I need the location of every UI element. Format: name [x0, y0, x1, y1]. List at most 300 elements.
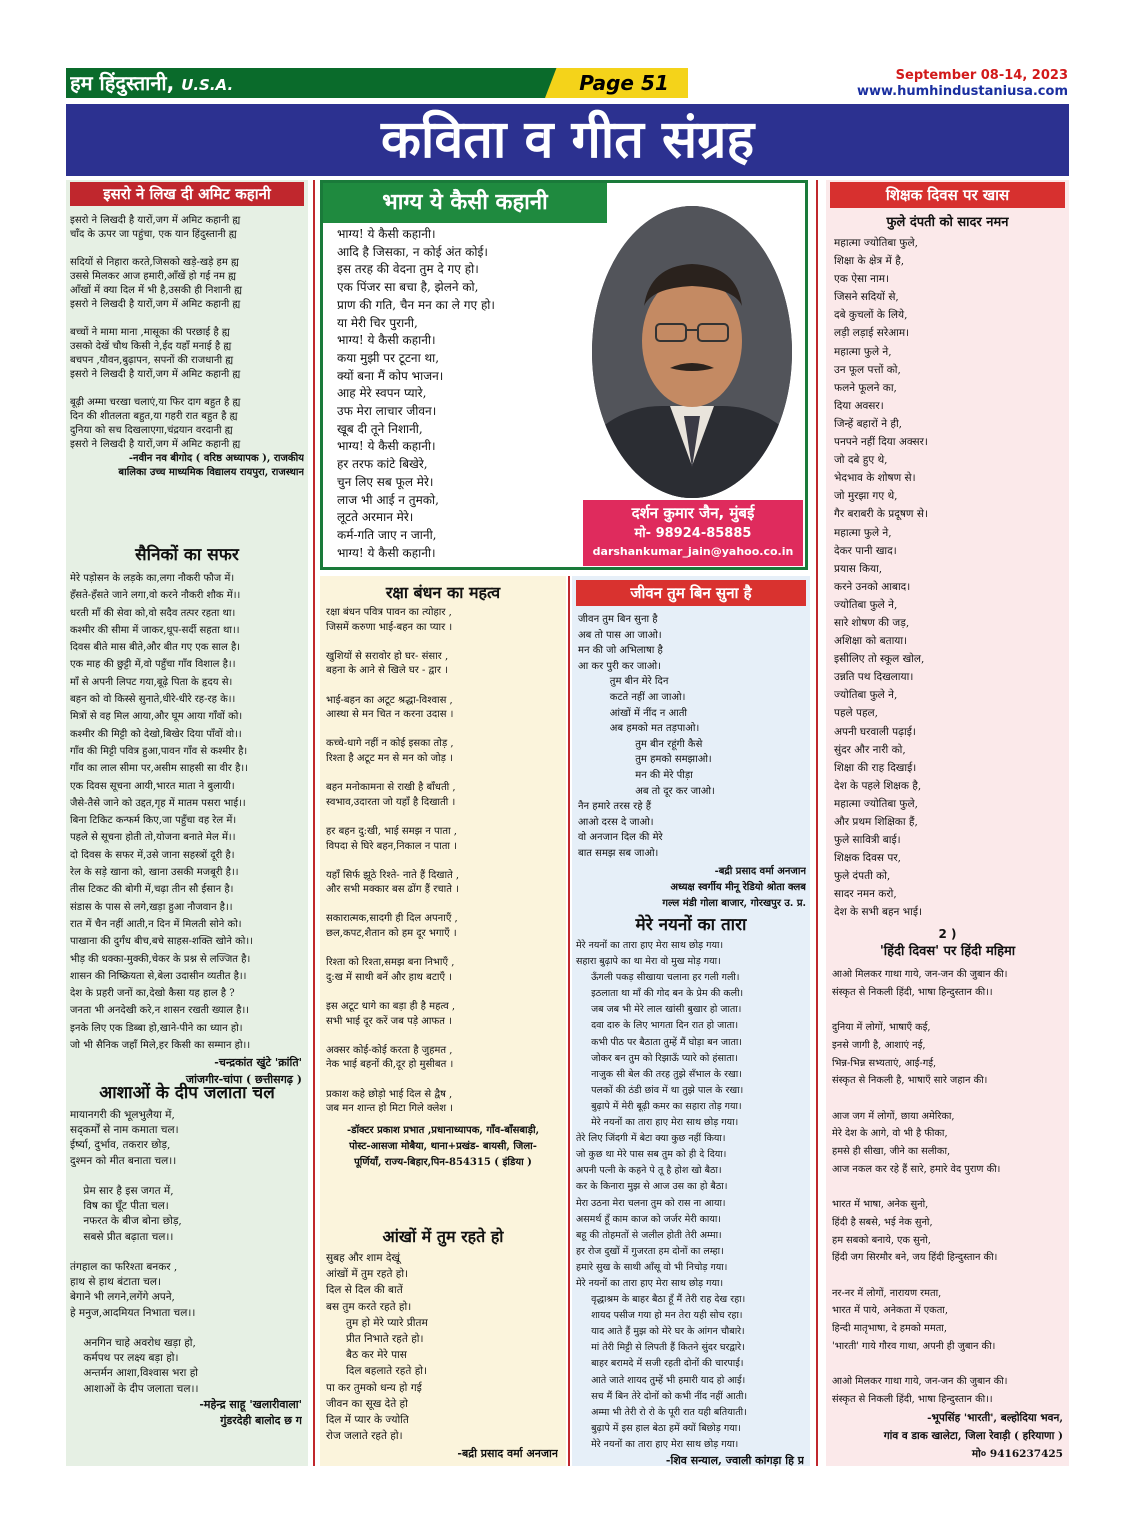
poem-line: और प्रथम शिक्षिका हैं,: [834, 816, 918, 828]
poem-line: मेरा उठना मेरा चलना तुम को रास ना आया।: [576, 1197, 726, 1209]
poem-line: इनके लिए एक डिब्बा हो,खाने-पीने का ध्यान हो।: [70, 1022, 243, 1034]
poem-line: शिक्षक दिवस पर,: [834, 852, 901, 865]
poem-credit: -डॉक्टर प्रकाश प्रभात ,प्रधानाध्यापक, गाँव-बाँसबाड़ी,: [346, 1124, 540, 1136]
poem-line: इसीलिए तो स्कूल खोल,: [834, 653, 925, 666]
poem-credit: -महेन्द्र साहू 'खलारीवाला': [199, 1397, 302, 1411]
aankhon-poem: [322, 1226, 564, 1462]
poem-line: बहू की तोहमतों से जलील होती तेरी अम्मा।: [576, 1229, 722, 1241]
poem-line: जैसे-तैसे जाने को उद्दत,गृह में मातम पसरा भाई।।: [70, 797, 246, 809]
poem-line: शिक्षा की राह दिखाई।: [834, 761, 917, 774]
poem-line: मां तेरी मिट्टी से लिपती हैं कितने सुंदर घरद्वारे।: [576, 1342, 745, 1354]
isro-lines: [66, 206, 308, 452]
poem-line: दिल बहलाते रहते हो।: [326, 1365, 427, 1378]
poem-line: अपनी घरवाली पढ़ाई।: [834, 725, 916, 738]
poem-line: अम्मा भी तेरी रो रो के पूरी रात यही बतियाती।: [576, 1406, 747, 1418]
poem-line: अब तो दूर कर जाओ।: [578, 785, 715, 797]
author-email[interactable]: darshankumar_jain@yahoo.co.in: [592, 545, 794, 558]
poem-line: इसरो ने लिखदी है यारों,जग में अमिट कहानी ह्य: [70, 215, 241, 226]
poem-line: तुम बीन रहूंगी कैसे: [578, 738, 703, 750]
jeevan-poem: [572, 580, 810, 912]
poem-line: दुनिया को सच दिखलाएगा,चंद्रयान वरदानी ह्य: [70, 425, 233, 436]
poem-line: महात्मा ज्योतिबा फुले,: [834, 797, 918, 810]
poem-line: कर्म-गति जाए न जानी,: [337, 527, 437, 542]
poem-line: [326, 635, 560, 650]
poem-line: [326, 1029, 560, 1044]
raksha-poem: [322, 582, 564, 1171]
website-link[interactable]: www.humhindustaniusa.com: [856, 84, 1068, 99]
sainik-title: सैनिकों का सफर: [135, 545, 239, 565]
poem-line: [70, 1169, 304, 1184]
poem-line: कभी पीठ पर बैठाता तुम्हें मैं घोड़ा बन जाता।: [576, 1036, 742, 1048]
poem-line: [326, 723, 560, 738]
poem-line: दु:ख में साथी बनें और हाथ बटाएँ ।: [326, 971, 452, 983]
poem-line: कश्मीर की मिट्टी को देखो,बिखेर दिया पाँवों वो।।: [70, 728, 242, 740]
poem-line: आओ मिलकर गाथा गाये, जन-जन की जुबान की।: [832, 1376, 1008, 1388]
poem-line: लूटते अरमान मेरे।: [337, 510, 414, 525]
poem-line: तुम बीन मेरे दिन: [578, 676, 669, 688]
poem-line: सच मैं बिन तेरे दोनों को कभी नींद नहीं आती।: [576, 1390, 748, 1402]
poem-line: दुनिया में लोगों, भाषाएँ कई,: [832, 1022, 931, 1034]
poem-line: तेरे लिए जिंदगी में बेटा क्या कुछ नहीं किया।: [576, 1133, 726, 1145]
poem-line: आस्था से मन चित न करना उदास ।: [326, 709, 454, 721]
poem-line: सकारात्मक,सादगी ही दिल अपनाएँ ,: [326, 913, 458, 925]
poem-line: हर बहन दु:खी, भाई समझ न पाता ,: [326, 825, 457, 837]
nayan-title: मेरे नयनों का तारा: [635, 915, 747, 935]
poem-line: नेक भाई बहनों की,दूर हो मुसीबत ।: [326, 1059, 454, 1071]
jeevan-credit: [572, 862, 810, 912]
poem-line: विपदा से घिरे बहन,निकाल न पाता ।: [326, 840, 457, 852]
poem-line: हर रोज दुखों में गुजरता हम दोनों का लम्हा।: [576, 1245, 724, 1257]
poem-line: कर के किनारा मुझ से आज उस का हो बैठा।: [576, 1181, 728, 1193]
poem-line: हमारे सुख के साथी आँसू वो भी निचोड़ गया।: [576, 1261, 728, 1273]
poem-line: रेल के सड़े खाना को, खाना उसकी मजबूरी है।।: [70, 867, 239, 879]
aasha-title: आशाओं के दीप जलाता चल: [99, 1083, 275, 1103]
hindi-credit: [826, 1409, 1069, 1463]
isro-title: इसरो ने लिख दी अमिट कहानी: [70, 182, 304, 206]
poem-line: जिसने सदियों से,: [834, 291, 899, 304]
poem-line: उन फूल पत्तों को,: [834, 363, 901, 376]
poem-line: दो दिवस के सफर में,उसे जाना सहस्त्रों दूरी है।: [70, 849, 235, 861]
poem-line: चुन लिए सब फूल मेरे।: [337, 474, 434, 489]
poem-line: बात समझ सब जाओ।: [578, 847, 659, 859]
poem-line: तुम हमको समझाओ।: [578, 754, 712, 766]
poem-line: हिंदी जग सिरमौर बने, जय हिंदी हिन्दुस्तान की।: [832, 1252, 998, 1264]
poem-line: जिन्हें बहारों ने ही,: [834, 417, 903, 430]
isro-credit: [66, 452, 308, 480]
poem-line: रिश्ता है अटूट मन से मन को जोड़ ।: [326, 752, 453, 764]
poem-line: संस्कृत से निकली हिंदी, भाषा हिन्दुस्तान की।।: [832, 986, 993, 998]
aasha-lines: [66, 1104, 308, 1397]
poem-line: भाग्य! ये कैसी कहानी।: [337, 227, 436, 241]
poem-line: धरती माँ की सेवा को,वो सदैव तत्पर रहता था।: [70, 607, 236, 619]
poem-line: शिक्षा के क्षेत्र में है,: [834, 255, 905, 268]
poem-line: याद आते हैं मुझ को मेरे घर के आंगन चौबारे।: [576, 1326, 745, 1338]
poem-line: रिश्ता को रिश्ता,समझ बना निभाएँ ,: [326, 957, 455, 969]
poem-line: इठलाता था माँ की गोद बन के प्रेम की कली।: [576, 988, 744, 1000]
poem-line: संस्कृत से निकली हिंदी, भाषा हिन्दुस्तान की।।: [832, 1393, 993, 1405]
poem-line: आंखों में तुम रहते हो।: [326, 1268, 409, 1281]
poem-line: नर-नर में लोगों, नारायण रमता,: [832, 1287, 942, 1299]
poem-line: तंगहाल का फरिश्ता बनकर ,: [70, 1261, 178, 1274]
poem-line: शायद पसीज गया हो मन तेरा यही सोच रहा।: [576, 1310, 743, 1322]
author-name: दर्शन कुमार जैन, मुंबई: [631, 504, 755, 522]
hindi-lines: [826, 962, 1069, 1409]
poem-line: ऊँगली पकड़ सीखाया चलाना हर गली गली।: [576, 972, 740, 984]
poem-line: संस्कृत से निकली है, भाषाएँ सारे जहान की।: [832, 1075, 988, 1087]
poem-line: हिंदी है सबसे, भई नेक सुनो,: [832, 1216, 933, 1228]
poem-line: बाहर बरामदे में सजी रहती दोनों की चारपाई।: [576, 1358, 744, 1370]
poem-line: बुढ़ापे में मेरी बूढ़ी कमर का सहारा तोड़ गया।: [576, 1100, 742, 1112]
poem-line: [326, 854, 560, 869]
poem-line: बहन को वो किस्से सुनाते,धीरे-धीरे रह-रह के।।: [70, 694, 236, 706]
poem-line: [832, 1178, 1067, 1196]
poem-line: लड़ी लड़ाई सरेआम।: [834, 327, 910, 340]
poem-line: भाग्य! ये कैसी कहानी।: [337, 439, 436, 454]
poem-line: प्रेम सार है इस जगत में,: [70, 1185, 174, 1198]
poem-line: बस तुम करते रहते हो।: [326, 1300, 412, 1313]
divider-rule: [816, 180, 818, 1466]
poem-line: पहले पहल,: [834, 707, 878, 720]
poem-line: सहारा बुढ़ापे का था मेरा वो मुख मोड़ गया।: [576, 956, 721, 968]
poem-line: मित्रों से वह मिल आया,और घूम आया गाँवों को।: [70, 711, 243, 723]
aankhon-title: आंखों में तुम रहते हो: [382, 1227, 504, 1246]
poem-line: सदियों से निहारा करते,जिसको खड़े-खड़े हम ह्य: [70, 257, 239, 268]
poem-line: प्रीत निभाते रहते हो।: [326, 1333, 424, 1346]
poem-line: [70, 1321, 304, 1336]
poem-line: पाखाना की दुर्गंध बीच,बचे साहस-शक्ति खोने को।।: [70, 936, 253, 948]
poem-credit: अध्यक्ष स्वर्गीय मीनू रेडियो श्रोता क्लब: [670, 881, 806, 893]
poem-line: करने उनको आबाद।: [834, 580, 911, 593]
poem-line: ज्योतिबा फुले ने,: [834, 689, 898, 702]
poem-line: आओ मिलकर गाथा गाये, जन-जन की जुबान की।: [832, 969, 1008, 980]
poem-line: देकर पानी खाद।: [834, 544, 897, 557]
poem-line: बुढ़ापे में इस हाल बेठा हमें क्यों बिछोड़ गया।: [576, 1422, 741, 1434]
poem-line: संडास के पास से लगे,खड़ा हुआ नौजवान है।।: [70, 901, 233, 913]
poem-line: हाथ से हाथ बंटाता चल।: [70, 1276, 161, 1289]
poem-line: हम सबको बनाये, एक सुनो,: [832, 1234, 931, 1246]
poem-line: जिसमें करुणा भाई-बहन का प्यार ।: [326, 621, 453, 633]
poem-line: अन्तर्मन आशा,विश्वास भरा हो: [70, 1367, 199, 1380]
poem-credit: -चन्द्रकांत खुंटे 'क्रांति': [214, 1056, 302, 1070]
poem-line: दुश्मन को मीत बनाता चल।।: [70, 1154, 177, 1167]
poem-line: दवा दारु के लिए भागता दिन रात हो जाता।: [576, 1020, 739, 1032]
poem-line: जो कुछ था मेरे पास सब तुम को ही दे दिया।: [576, 1149, 727, 1161]
shikshak-title: शिक्षक दिवस पर खास: [830, 182, 1065, 208]
poem-line: महात्मा ज्योतिबा फुले,: [834, 237, 918, 249]
poem-line: जीवन तुम बिन सुना है: [578, 614, 658, 625]
poem-line: असमर्थ हूँ काम काज को जर्जर मेरी काया।: [576, 1213, 721, 1225]
poem-line: बहना के आने से खिले घर - द्वार ।: [326, 665, 448, 677]
poem-line: बूढ़ी अम्मा चरखा चलाएं,या फिर दाग बहुत है ह्य: [70, 397, 241, 408]
poem-line: [832, 1001, 1067, 1019]
poem-line: आदि है जिसका, न कोई अंत कोई।: [337, 244, 488, 259]
poem-credit: -शिव सन्याल, ज्वाली कांगड़ा हि प्र: [665, 1454, 804, 1467]
poem-line: वृद्धाश्रम के बाहर बैठा हूँ मैं तेरी राह देख रहा।: [576, 1294, 746, 1306]
bhagya-lines: [337, 226, 587, 562]
poem-line: मेरे देश के आगे, वो भी है फीका,: [832, 1128, 948, 1140]
poem-credit: -बद्री प्रसाद वर्मा अनजान: [714, 865, 806, 877]
poem-line: फुले दंपती को,: [834, 870, 891, 883]
poem-line: आंखों में नींद न आती: [578, 707, 687, 719]
sainik-poem: [66, 544, 308, 1088]
poem-line: एक ऐसा नाम।: [834, 273, 889, 286]
poem-line: चाँद के ऊपर जा पहुंचा, एक यान हिंदुस्तानी ह्य: [70, 229, 237, 240]
poem-line: जनता भी अनदेखी करे,न शासन रखती ख्याल है।।: [70, 1005, 250, 1017]
poem-line: कश्मीर की सीमा में जाकर,धूप-सर्दी सहता था।।: [70, 624, 240, 636]
poem-line: [832, 1267, 1067, 1285]
poem-line: उससे मिलकर आज हमारी,आँखें हो गई नम ह्य: [70, 271, 236, 282]
sainik-lines: [66, 566, 308, 1054]
poem-line: [832, 1355, 1067, 1373]
poem-line: फलने फूलने का,: [834, 381, 897, 394]
poem-line: आज जग में लोगों, छाया अमेरिका,: [832, 1110, 955, 1122]
poem-line: सारे शोषण की जड़,: [834, 616, 910, 629]
poem-line: अनगिन चाहे अवरोध खड़ा हो,: [70, 1337, 196, 1350]
poem-line: स्वभाव,उदारता जो यहाँ है दिखाती ।: [326, 796, 456, 808]
poem-line: कर्मपथ पर लक्ष्य बड़ा हो।: [70, 1352, 179, 1365]
banner-title: कविता व गीत संग्रह: [380, 110, 755, 170]
raksha-credit: [322, 1117, 564, 1171]
poem-line: जोकर बन तुम को रिझाऊँ प्यारे को हंसाता।: [576, 1052, 738, 1064]
poem-line: उसको देखें चौथ किसी ने,ईद यहाँ मनाई है ह्य: [70, 341, 232, 352]
poem-line: महात्मा फुले ने,: [834, 345, 892, 358]
poem-line: देश के सभी बहन भाई।: [834, 906, 922, 919]
poem-line: मेरे नयनों का तारा हाए मेरा साथ छोड़ गया।: [576, 1438, 739, 1450]
raksha-title: रक्षा बंधन का महत्व: [385, 583, 501, 602]
author-portrait-icon: [592, 206, 792, 498]
poem-line: आह मेरे स्वपन प्यारे,: [337, 386, 427, 401]
jeevan-title: जीवन तुम बिन सुना है: [576, 580, 806, 606]
jeevan-lines: [572, 606, 810, 862]
poem-line: बहन मनोकामना से राखी है बाँधती ,: [326, 782, 456, 794]
poem-line: मायानगरी की भूलभुलैया में,: [70, 1109, 175, 1121]
poem-line: भाई-बहन का अटूट श्रद्धा-विश्वास ,: [326, 694, 453, 706]
poem-line: बच्चों ने मामा माना ,मासूका की परछाई है ह्य: [70, 327, 230, 338]
poem-line: [70, 242, 304, 256]
poem-line: रात में चैन नहीं आती,न दिन में मिलती सोने को।: [70, 918, 242, 930]
aankhon-lines: [322, 1248, 564, 1444]
poem-line: पनपने नहीं दिया अक्सर।: [834, 436, 928, 449]
poem-line: खूब दी तूने निशानी,: [337, 421, 423, 436]
poem-line: [70, 382, 304, 396]
poem-line: प्रयास किया,: [834, 562, 883, 575]
divider-rule: [568, 576, 570, 1466]
poem-credit: मो० 9416237425: [971, 1447, 1063, 1460]
poem-line: ज्योतिबा फुले ने,: [834, 598, 898, 611]
poem-line: दिल में प्यार के ज्योति: [326, 1414, 409, 1427]
poem-line: बिना टिकिट कन्फर्म किए,जा पहुँचा वह रेल में।: [70, 815, 237, 827]
poem-line: इनसे जागी है, आशाएं नई,: [832, 1039, 926, 1051]
poem-credit: गल्ल मंडी गोला बाजार, गोरखपुर उ. प्र.: [662, 897, 806, 909]
poem-line: इस अटूट धागे का बड़ा ही है महत्व ,: [326, 1001, 455, 1013]
poem-line: शासन की निष्क्रियता से,बेला उदासीन व्यतीत है।।: [70, 970, 247, 982]
poem-credit: पोस्ट-आसजा मोबैया, थाना+प्रखंड- बायसी, जिला-: [349, 1140, 537, 1152]
isro-poem: [66, 182, 308, 480]
poem-line: हमसे ही सीखा, जीने का सलीका,: [832, 1146, 951, 1158]
poem-credit: गांव व डाक खालेटा, जिला रेवाड़ी ( हरियाणा ): [883, 1429, 1063, 1442]
poem-line: आशाओं के दीप जलाता चल।।: [70, 1382, 199, 1395]
poem-line: जीवन का सूख देते हो: [326, 1397, 408, 1410]
poem-credit: -नवीन नव बीगोद ( वरिष्ठ अध्यापक ), राजकीय: [128, 453, 304, 464]
poem-line: [326, 942, 560, 957]
poem-line: जो मुरझा गए थे,: [834, 490, 898, 503]
poem-credit: पूर्णियाँ, राज्य-बिहार,पिन-854315 ( इंडिया ): [354, 1156, 532, 1168]
poem-line: क्यों बना मैं कोप भाजन।: [337, 368, 444, 383]
brand-name: [70, 70, 233, 96]
poem-line: दिन की शीतलता बहुत,या गहरी रात बहुत है ह्य: [70, 411, 238, 422]
aankhon-credit: [322, 1444, 564, 1462]
poem-line: इसरो ने लिखदी है यारों,जग में अमिट कहानी ह्य: [70, 369, 241, 380]
poem-line: नफरत के बीज बोना छोड़,: [70, 1215, 182, 1228]
poem-line: दबे कुचलों के लिये,: [834, 309, 908, 322]
poem-line: गाँव की मिट्टी पवित्र हुआ,पावन गाँव से कश्मीर है।: [70, 745, 248, 757]
poem-line: या मेरी चिर पुरानी,: [337, 315, 418, 330]
poem-credit: -भूपसिंह 'भारती', बल्होदिया भवन,: [927, 1411, 1063, 1424]
poem-line: सुबह और शाम देखूं: [326, 1252, 401, 1264]
poem-line: दिल से दिल की बातें: [326, 1284, 403, 1297]
poem-line: देश के प्रहरी जनों का,देखो कैसा यह हाल है ?: [70, 988, 235, 1000]
shikshak-lines: [826, 234, 1069, 922]
poem-line: मेरे नयनों का तारा हाए मेरा साथ छोड़ गया।: [576, 1277, 724, 1289]
poem-line: छल,कपट,शैतान को हम दूर भगाएँ ।: [326, 928, 457, 940]
poem-line: बेगाने भी लगने,लगेंगे अपने,: [70, 1291, 175, 1304]
poem-line: [326, 898, 560, 913]
poem-line: यहाँ सिर्फ झूठे रिश्ते- नाते हैं दिखाते ,: [326, 869, 460, 881]
poem-line: आते जाते शायद तुम्हें भी हमारी याद हो आई।: [576, 1374, 746, 1386]
poem-line: दिया अवसर।: [834, 399, 884, 412]
poem-line: आँखों में क्या दिल में भी है,उसकी ही निशानी ह्य: [70, 285, 243, 296]
shikshak-poem: [826, 182, 1069, 922]
poem-line: कया मुझी पर टूटना था,: [337, 350, 440, 365]
poem-line: [832, 1090, 1067, 1108]
poem-line: पा कर तुमको धन्य हो गई: [326, 1381, 422, 1394]
aasha-credit: [66, 1397, 308, 1429]
poem-line: गाँव का लाल सीमा पर,असीम साहसी सा वीर है।।: [70, 763, 248, 775]
poem-line: कच्चे-धागे नहीं न कोई इसका तोड़ ,: [326, 738, 454, 750]
poem-line: रक्षा बंधन पवित्र पावन का त्योहार ,: [326, 607, 452, 618]
poem-line: भेदभाव के शोषण से।: [834, 472, 916, 485]
poem-line: भिन्न-भिन्न सभ्यताएं, आई-गई,: [832, 1057, 937, 1069]
poem-line: वो अनजान दिल की मेरे: [578, 832, 663, 844]
poem-line: सबसे प्रीत बढ़ाता चल।।: [70, 1230, 174, 1243]
poem-line: तुम हो मेरे प्यारे प्रीतम: [326, 1316, 428, 1329]
poem-line: प्राण की गति, चैन मन का ले गए हो।: [337, 297, 495, 312]
poem-line: [326, 985, 560, 1000]
poem-line: पलकों की ठंडी छांव में था तुझे पाल के रखा।: [576, 1084, 744, 1096]
poem-line: प्रकाश कहे छोड़ो भाई दिल से द्वैष ,: [326, 1088, 453, 1100]
poem-line: मेरे नयनों का तारा हाए मेरा साथ छोड़ गया।: [576, 940, 724, 951]
poem-line: सुंदर और नारी को,: [834, 743, 906, 756]
poem-line: अक्सर कोई-कोई करता है जुहमत ,: [326, 1044, 453, 1056]
poem-line: लाज भी आई न तुमको,: [337, 492, 439, 507]
poem-line: जब मन शान्त हो मिटा गिले क्लेश ।: [326, 1103, 454, 1115]
poem-line: भारत में भाषा, अनेक सुनो,: [832, 1199, 929, 1211]
poem-line: अपनी पत्नी के कहने पे तू है होश खो बैठा।: [576, 1165, 722, 1177]
poem-line: जब जब भी मेरे लाल खांसी बुखार हो जाता।: [576, 1004, 742, 1016]
poem-line: एक पिंजर सा बचा है, झेलने को,: [337, 280, 479, 295]
poem-line: मेरे पड़ोसन के लड़के का,लगा नौकरी फौज में।: [70, 573, 235, 584]
poem-line: ईर्ष्या, दुर्भाव, तकरार छोड़,: [70, 1139, 171, 1152]
poem-line: विष का घूँट पीता चल।: [70, 1200, 169, 1213]
poem-line: सादर नमन करो,: [834, 888, 897, 901]
poem-line: माँ से अपनी लिपट गया,बूढ़े पिता के हृदय से।: [70, 676, 233, 688]
poem-line: भाग्य! ये कैसी कहानी।: [337, 333, 436, 348]
poem-line: फुले सावित्री बाई।: [834, 834, 901, 847]
issue-date: September 08-14, 2023: [895, 68, 1068, 83]
poem-line: हिन्दी मातृभाषा, दे हमको ममता,: [832, 1323, 947, 1335]
poem-line: देश के पहले शिक्षक है,: [834, 779, 922, 792]
brand-suffix: U.S.A.: [181, 76, 234, 94]
poem-line: गैर बराबरी के प्रदूषण से।: [834, 508, 928, 521]
poem-line: हँसते-हँसते जाने लगा,वो करने नौकरी शौक में।।: [70, 590, 241, 602]
poem-line: बैठ कर मेरे पास: [326, 1349, 407, 1362]
poem-line: मन की मेरे पीड़ा: [578, 769, 693, 781]
nayan-credit: [572, 1453, 810, 1469]
poem-line: आज नकल कर रहे हैं सारे, हमारे वेद पुराण की।: [832, 1163, 1001, 1175]
author-nameplate-text: [583, 502, 803, 561]
poem-line: तीस टिकट की बोगी में,चढ़ा तीन सौ ईसान है।: [70, 884, 234, 896]
poem-line: अब हमको मत तड़पाओ।: [578, 723, 700, 735]
poem-line: जो दबे हुए थे,: [834, 454, 888, 467]
poem-line: अब तो पास आ जाओ।: [578, 629, 662, 641]
poem-credit: जांजगीर-चांपा ( छत्तीसगढ़ ): [185, 1073, 302, 1087]
author-photo: [592, 206, 792, 498]
divider-rule: [313, 180, 315, 1466]
aasha-poem: [66, 1082, 308, 1429]
poem-line: भाग्य! ये कैसी कहानी।: [337, 545, 436, 560]
poem-line: मेरे नयनों का तारा हाए मेरा साथ छोड़ गया।: [576, 1117, 739, 1129]
poem-line: [326, 679, 560, 694]
poem-line: और सभी मक्कार बस ढोंग हैं रचाते ।: [326, 884, 459, 896]
poem-line: एक माह की छुट्टी में,वो पहुँचा गाँव विशाल है।।: [70, 659, 236, 671]
poem-line: भीड़ की धक्का-मुक्की,चेकर के प्रश्न से लज्जित है।: [70, 953, 251, 965]
poem-line: हे मनुज,आदमियत निभाता चल।।: [70, 1306, 196, 1319]
poem-line: [70, 1245, 304, 1260]
poem-line: बचपन ,यौवन,बुढ़ापन, सपनों की राजधानी ह्य: [70, 355, 234, 366]
poem-line: दिवस बीते मास बीते,और बीत गए एक साल है।: [70, 642, 241, 654]
poem-line: अशिक्षा को बताया।: [834, 635, 908, 648]
poem-line: नैन हमारे तरस रहे हैं: [578, 801, 652, 813]
poem-line: मन की जो अभिलाषा है: [578, 645, 663, 657]
poem-line: उन्नति पथ दिखलाया।: [834, 671, 914, 684]
poem-line: हर तरफ कांटे बिखेरे,: [337, 457, 428, 472]
page-number: Page 51: [579, 71, 669, 95]
poem-line: नाजुक सी बेल की तरह तुझे सँभाल के रखा।: [576, 1068, 742, 1080]
shikshak-subtitle: फुले दंपती को सादर नमन: [886, 215, 1009, 230]
poem-line: रोज जलाते रहते हो।: [326, 1430, 403, 1443]
poem-line: भारत में पाये, अनेकता में एकता,: [832, 1305, 948, 1317]
hindi-title: 'हिंदी दिवस' पर हिंदी महिमा: [879, 944, 1016, 959]
poem-line: सभी भाई दूर करें जब पड़े आफत ।: [326, 1015, 452, 1027]
poem-line: [326, 810, 560, 825]
bhagya-title: भाग्य ये कैसी कहानी: [382, 190, 548, 215]
poem-line: इसरो ने लिखदी है यारों,जग में अमिट कहानी ह्य: [70, 299, 241, 310]
poem-line: जो भी सैनिक जहाँ मिले,हर किसी का सम्मान हो।।: [70, 1040, 251, 1052]
poem-line: महात्मा फुले ने,: [834, 526, 892, 539]
poem-line: [326, 1073, 560, 1088]
poem-credit: बालिका उच्च माध्यमिक विद्यालय रायपुरा, राजस्थान: [118, 467, 304, 478]
nayan-poem: [572, 914, 810, 1469]
poem-line: इसरो ने लिखदी है यारों,जग में अमिट कहानी ह्य: [70, 439, 241, 450]
poem-line: [70, 312, 304, 326]
brand-text: हम हिंदुस्तानी,: [70, 71, 175, 95]
poem-line: आ कर पुरी कर जाओ।: [578, 660, 661, 672]
poem-credit: -बद्री प्रसाद वर्मा अनजान: [457, 1447, 558, 1461]
poem-credit: गुंडरदेही बालोद छ ग: [220, 1413, 302, 1427]
poem-line: इस तरह की वेदना तुम दे गए हो।: [337, 262, 479, 277]
raksha-lines: [322, 604, 564, 1117]
poem-line: खुशियों से सरावोर हो घर- संसार ,: [326, 650, 449, 662]
